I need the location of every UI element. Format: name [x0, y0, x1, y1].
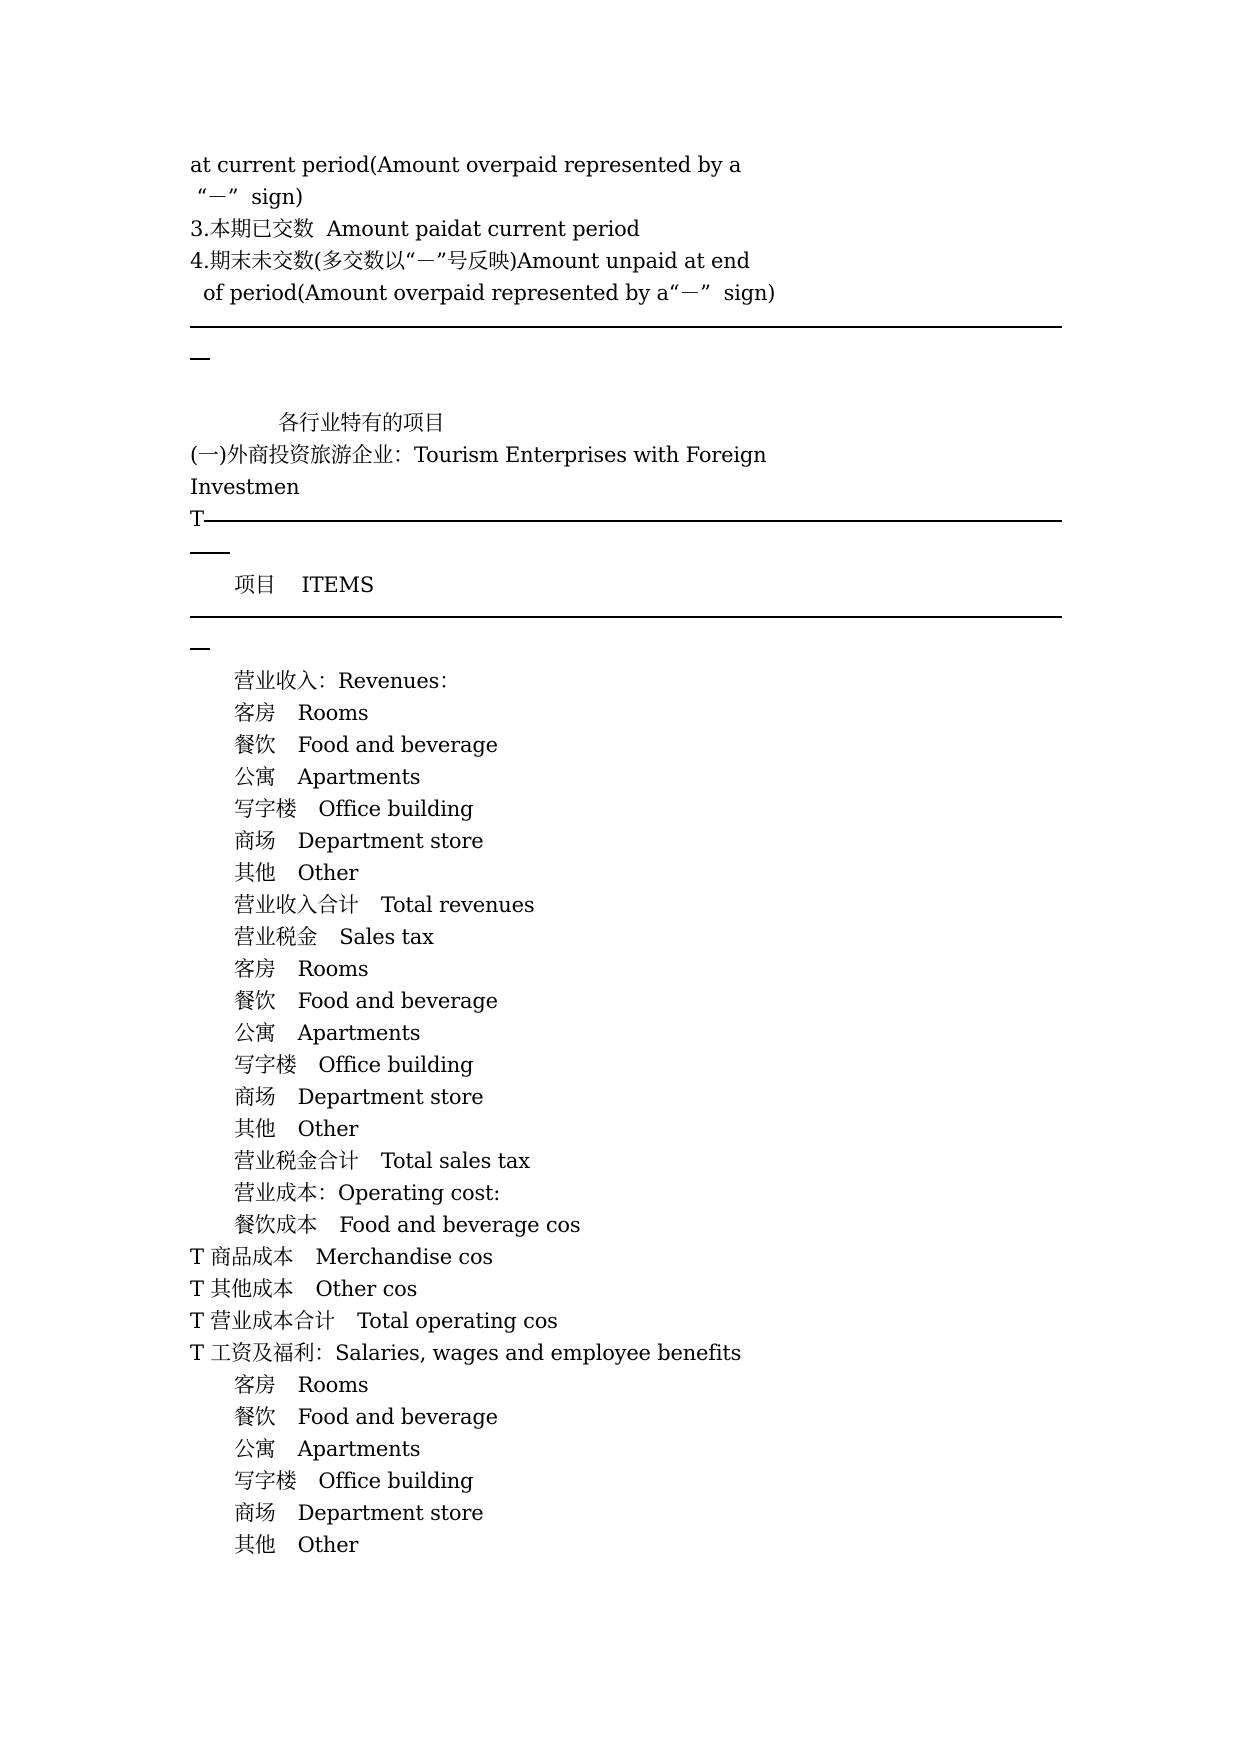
item-en: Other	[297, 861, 359, 885]
item-en: Other	[297, 1117, 359, 1141]
item-cn: 餐饮	[234, 733, 276, 757]
separator-rule	[204, 520, 1062, 522]
list-item	[234, 1372, 368, 1398]
item-cn: 商场	[234, 829, 276, 853]
item-en: Office building	[318, 797, 474, 821]
item-en: Other cos	[315, 1277, 418, 1301]
list-item	[234, 1212, 580, 1238]
list-item	[234, 892, 534, 918]
item-cn: 公寓	[234, 1437, 276, 1461]
item-cn: 写字楼	[234, 1469, 297, 1493]
text-line: of period(Amount overpaid represented by a“－” sign)	[190, 281, 776, 305]
list-item	[234, 860, 358, 886]
item-cn: 写字楼	[234, 1053, 297, 1077]
text-line: at current period(Amount overpaid represented by a	[190, 153, 742, 177]
text-line: 4.期末未交数(多交数以“－”号反映)Amount unpaid at end	[190, 249, 750, 273]
item-cn: 客房	[234, 957, 276, 981]
list-item	[234, 956, 368, 982]
item-cn: 营业税金合计	[234, 1149, 359, 1173]
item-cn: 营业收入：	[234, 669, 338, 693]
item-en: Food and beverage	[297, 733, 498, 757]
item-en: Total revenues	[380, 893, 535, 917]
item-cn: 营业收入合计	[234, 893, 359, 917]
item-en: Sales tax	[339, 925, 434, 949]
item-en: Department store	[297, 1085, 484, 1109]
separator-rule	[190, 616, 1062, 618]
item-en: Operating cost:	[338, 1181, 501, 1205]
item-cn: T 其他成本	[190, 1277, 294, 1301]
list-item	[234, 732, 498, 758]
item-en: Office building	[318, 1469, 474, 1493]
list-item	[234, 1436, 420, 1462]
separator-rule-tail	[190, 648, 210, 650]
item-cn: T 工资及福利：	[190, 1341, 336, 1365]
item-cn: 写字楼	[234, 797, 297, 821]
list-item	[234, 668, 460, 694]
list-item	[234, 1468, 473, 1494]
list-item	[234, 1404, 498, 1430]
item-en: Rooms	[297, 957, 369, 981]
item-en: Revenues：	[338, 669, 460, 693]
list-item	[234, 764, 420, 790]
item-cn: 餐饮成本	[234, 1213, 318, 1237]
section-subheading-cont: Investmen	[190, 475, 300, 499]
item-cn: 商场	[234, 1501, 276, 1525]
item-cn: 餐饮	[234, 989, 276, 1013]
item-en: Department store	[297, 1501, 484, 1525]
separator-rule-tail	[190, 552, 230, 554]
list-item	[234, 1500, 483, 1526]
item-en: Rooms	[297, 701, 369, 725]
item-en: Office building	[318, 1053, 474, 1077]
text-line: 3.本期已交数 Amount paidat current period	[190, 217, 640, 241]
list-item	[234, 988, 498, 1014]
list-item	[234, 700, 368, 726]
list-item	[234, 1532, 358, 1558]
item-en: Salaries, wages and employee benefits	[335, 1341, 742, 1365]
list-item	[234, 1052, 473, 1078]
list-item	[234, 828, 483, 854]
section-subheading: (一)外商投资旅游企业：Tourism Enterprises with Foreign	[190, 443, 767, 467]
item-en: Apartments	[297, 765, 421, 789]
item-en: Department store	[297, 829, 484, 853]
item-en: Food and beverage cos	[339, 1213, 581, 1237]
list-item	[234, 1148, 530, 1174]
item-en: Rooms	[297, 1373, 369, 1397]
item-cn: 客房	[234, 701, 276, 725]
item-cn: 其他	[234, 1117, 276, 1141]
item-en: Total sales tax	[380, 1149, 530, 1173]
list-item	[190, 1340, 741, 1366]
item-cn: T 商品成本	[190, 1245, 294, 1269]
item-en: Food and beverage	[297, 1405, 498, 1429]
items-header: 项目 ITEMS	[234, 573, 375, 597]
item-cn: 营业成本：	[234, 1181, 338, 1205]
item-cn: 公寓	[234, 765, 276, 789]
item-cn: 其他	[234, 1533, 276, 1557]
item-en: Food and beverage	[297, 989, 498, 1013]
list-item	[234, 1116, 358, 1142]
item-en: Apartments	[297, 1021, 421, 1045]
separator-rule-tail	[190, 358, 210, 360]
list-item	[190, 1276, 417, 1302]
list-item	[234, 924, 434, 950]
t-prefix: T	[190, 507, 205, 531]
section-heading: 各行业特有的项目	[278, 411, 445, 435]
item-cn: T 营业成本合计	[190, 1309, 336, 1333]
list-item	[234, 796, 473, 822]
item-cn: 餐饮	[234, 1405, 276, 1429]
list-item	[234, 1084, 483, 1110]
text-line: “－” sign)	[190, 185, 303, 209]
item-en: Apartments	[297, 1437, 421, 1461]
list-item	[190, 1244, 493, 1270]
item-cn: 公寓	[234, 1021, 276, 1045]
item-en: Merchandise cos	[315, 1245, 494, 1269]
item-cn: 商场	[234, 1085, 276, 1109]
separator-rule	[190, 326, 1062, 328]
list-item	[190, 1308, 558, 1334]
item-en: Other	[297, 1533, 359, 1557]
item-cn: 客房	[234, 1373, 276, 1397]
item-en: Total operating cos	[357, 1309, 558, 1333]
item-cn: 营业税金	[234, 925, 318, 949]
list-item	[234, 1180, 500, 1206]
list-item	[234, 1020, 420, 1046]
item-cn: 其他	[234, 861, 276, 885]
